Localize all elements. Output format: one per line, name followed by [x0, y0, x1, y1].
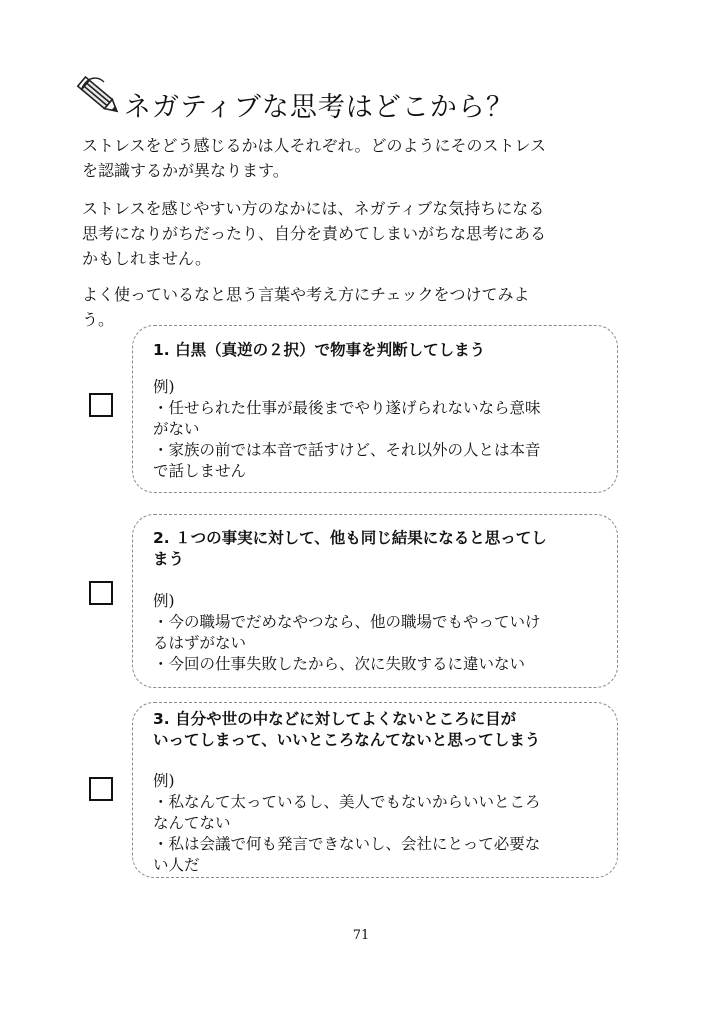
- intro-paragraph-2: [82, 196, 592, 271]
- example-line: で話しません: [153, 462, 247, 480]
- example-line: ・任せられた仕事が最後までやり遂げられないなら意味: [153, 399, 541, 417]
- paragraph-line: う。: [82, 310, 115, 329]
- heading-line: 1. 白黒（真逆の２択）で物事を判断してしまう: [153, 341, 486, 359]
- paragraph-line: ストレスを感じやすい方のなかには、ネガティブな気持ちになる: [82, 199, 545, 218]
- heading-line: 2. １つの事実に対して、他も同じ結果になると思ってし: [153, 529, 547, 547]
- example-line: い人だ: [153, 856, 200, 874]
- item-examples: [153, 377, 601, 482]
- checkbox-item-3[interactable]: [89, 777, 113, 801]
- item-heading: [153, 528, 601, 570]
- checkbox-item-2[interactable]: [89, 581, 113, 605]
- heading-line: まう: [153, 550, 185, 568]
- pencil-icon: [76, 74, 124, 120]
- example-line: ・今の職場でだめなやつなら、他の職場でもやっていけ: [153, 613, 541, 631]
- page-header: [76, 74, 656, 124]
- example-line: るはずがない: [153, 634, 247, 652]
- heading-line: いってしまって、いいところなんてないと思ってしまう: [153, 731, 541, 749]
- checklist-item-3: [132, 702, 618, 878]
- paragraph-line: ストレスをどう感じるかは人それぞれ。どのようにそのストレス: [82, 136, 547, 155]
- example-line: なんてない: [153, 814, 231, 832]
- checklist-item-2: [132, 514, 618, 688]
- example-line: がない: [153, 420, 200, 438]
- page-title: ネガティブな思考はどこから？: [124, 92, 514, 123]
- example-line: ・家族の前では本音で話すけど、それ以外の人とは本音: [153, 441, 541, 459]
- paragraph-line: よく使っているなと思う言葉や考え方にチェックをつけてみよ: [82, 285, 530, 304]
- item-examples: [153, 591, 601, 675]
- example-line: ・私は会議で何も発言できないし、会社にとって必要な: [153, 835, 541, 853]
- heading-line: 3. 自分や世の中などに対してよくないところに目が: [153, 710, 517, 728]
- example-label: 例): [153, 378, 175, 396]
- item-examples: [153, 771, 601, 876]
- example-line: ・私なんて太っているし、美人でもないからいいところ: [153, 793, 541, 811]
- intro-paragraph-1: [82, 133, 592, 183]
- example-line: ・今回の仕事失敗したから、次に失敗するに違いない: [153, 655, 526, 673]
- checkbox-item-1[interactable]: [89, 393, 113, 417]
- paragraph-line: かもしれません。: [82, 249, 211, 268]
- item-heading: [153, 340, 601, 361]
- paragraph-line: 思考になりがちだったり、自分を責めてしまいがちな思考にある: [82, 224, 547, 243]
- example-label: 例): [153, 592, 175, 610]
- item-heading: [153, 709, 601, 751]
- example-label: 例): [153, 772, 175, 790]
- checklist-item-1: [132, 325, 618, 493]
- paragraph-line: を認識するかが異なります。: [82, 161, 289, 180]
- page-number: 71: [352, 928, 370, 943]
